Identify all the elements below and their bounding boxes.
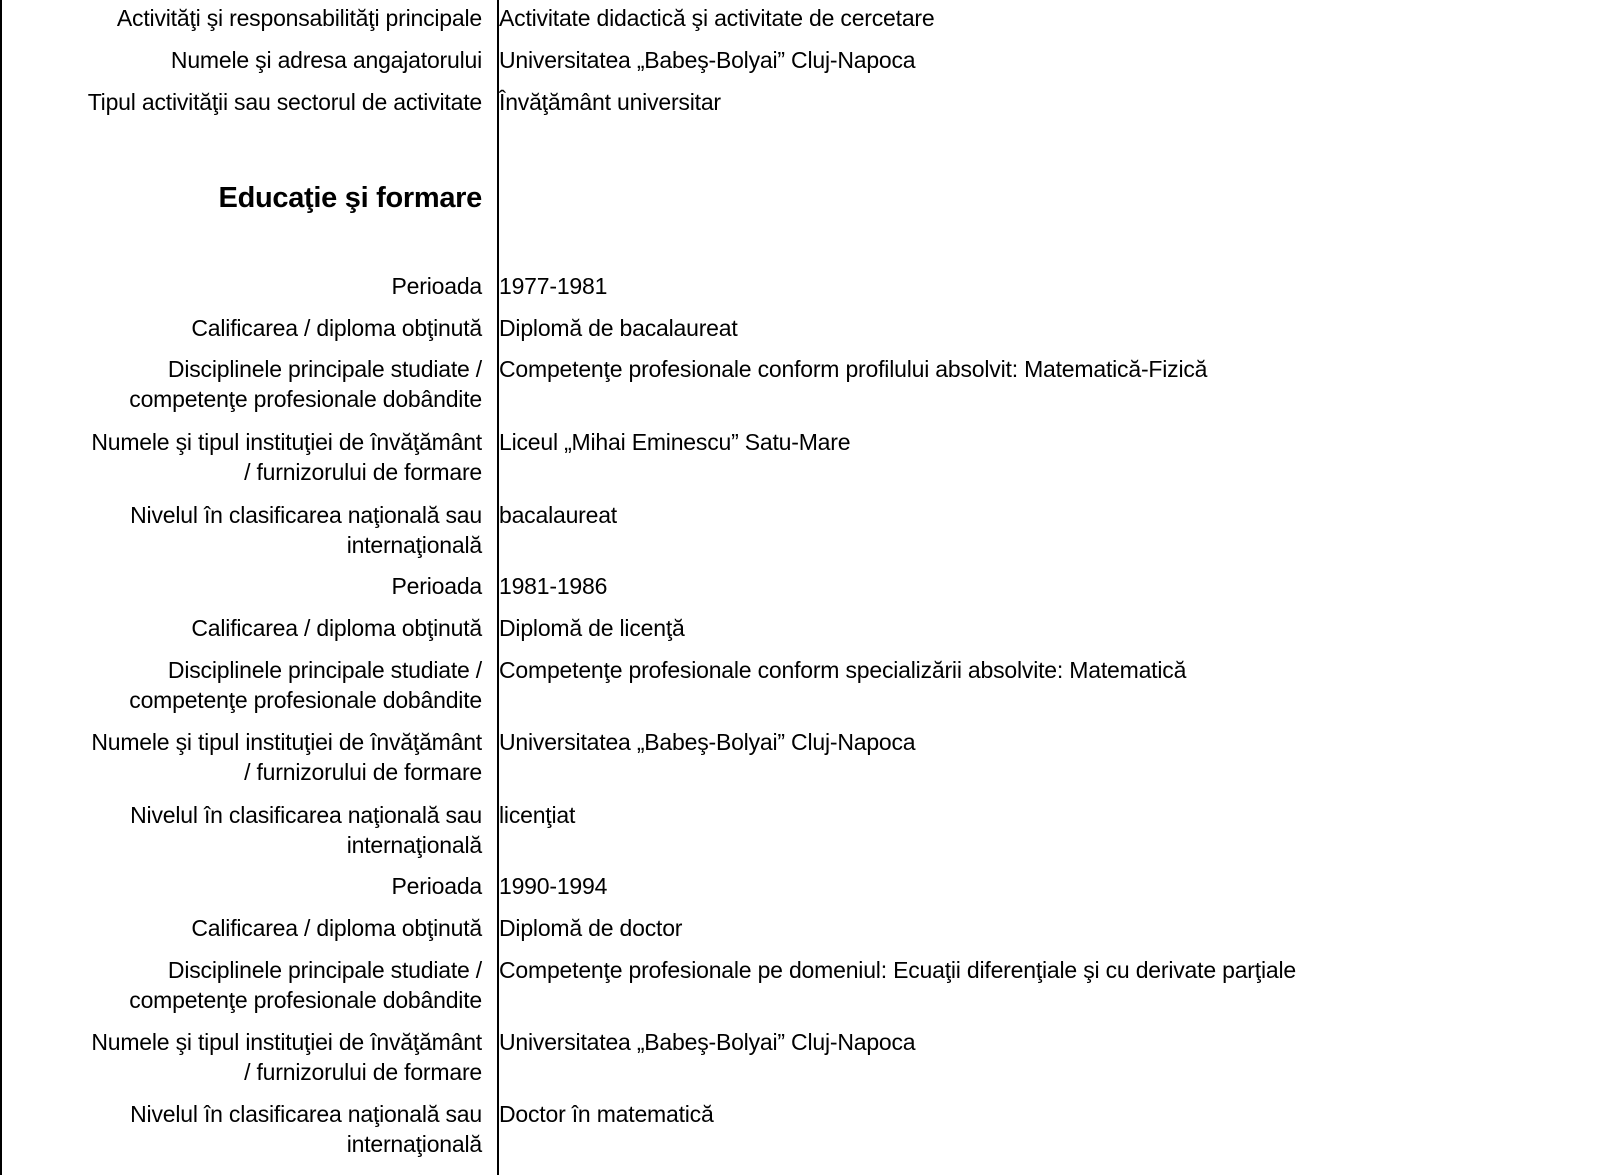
period-label: Perioada <box>391 873 482 899</box>
qualification-label: Calificarea / diploma obţinută <box>191 315 482 341</box>
level-label-line-1: Nivelul în clasificarea naţională sau <box>130 1101 482 1127</box>
level-label-line-1: Nivelul în clasificarea naţională sau <box>130 502 482 528</box>
period-label: Perioada <box>391 273 482 299</box>
sector-label: Tipul activităţii sau sectorul de activitate <box>87 89 482 115</box>
subjects-label-line-1: Disciplinele principale studiate / <box>167 657 482 683</box>
level-value: bacalaureat <box>499 502 617 528</box>
qualification-value: Diplomă de licenţă <box>499 615 685 641</box>
institution-label-line-2: / furnizorului de formare <box>244 1059 482 1085</box>
sector-value: Învăţământ universitar <box>499 89 721 115</box>
employer-value: Universitatea „Babeş-Bolyai” Cluj-Napoca <box>499 47 916 73</box>
period-value: 1977-1981 <box>499 273 608 299</box>
level-label <box>0 1099 482 1159</box>
level-value: Doctor în matematică <box>499 1101 714 1127</box>
level-label <box>0 500 482 560</box>
institution-label <box>0 1027 482 1087</box>
level-label <box>0 800 482 860</box>
institution-value: Universitatea „Babeş-Bolyai” Cluj-Napoca <box>499 1029 916 1055</box>
level-value: licenţiat <box>499 802 576 828</box>
institution-label-line-1: Numele şi tipul instituţiei de învăţământ <box>91 429 482 455</box>
section-heading: Educaţie şi formare <box>218 182 482 214</box>
subjects-label-line-2: competenţe profesionale dobândite <box>129 386 482 412</box>
subjects-label <box>0 955 482 1015</box>
institution-label-line-2: / furnizorului de formare <box>244 759 482 785</box>
subjects-value: Competenţe profesionale pe domeniul: Ecuaţii diferenţiale şi cu derivate parţiale <box>499 957 1296 983</box>
qualification-label: Calificarea / diploma obţinută <box>191 915 482 941</box>
subjects-value: Competenţe profesionale conform specializării absolvite: Matematică <box>499 657 1187 683</box>
subjects-label-line-2: competenţe profesionale dobândite <box>129 987 482 1013</box>
institution-value: Universitatea „Babeş-Bolyai” Cluj-Napoca <box>499 729 916 755</box>
level-label-line-2: internaţională <box>346 532 482 558</box>
subjects-label-line-1: Disciplinele principale studiate / <box>167 356 482 382</box>
qualification-value: Diplomă de bacalaureat <box>499 315 738 341</box>
institution-value: Liceul „Mihai Eminescu” Satu-Mare <box>499 429 851 455</box>
institution-label <box>0 727 482 787</box>
institution-label-line-2: / furnizorului de formare <box>244 459 482 485</box>
subjects-label <box>0 354 482 414</box>
qualification-label: Calificarea / diploma obţinută <box>191 615 482 641</box>
level-label-line-2: internaţională <box>346 832 482 858</box>
employer-label: Numele şi adresa angajatorului <box>170 47 482 73</box>
period-label: Perioada <box>391 573 482 599</box>
subjects-label <box>0 655 482 715</box>
qualification-value: Diplomă de doctor <box>499 915 683 941</box>
activities-label: Activităţi şi responsabilităţi principale <box>116 5 482 31</box>
institution-label-line-1: Numele şi tipul instituţiei de învăţământ <box>91 1029 482 1055</box>
subjects-value: Competenţe profesionale conform profilului absolvit: Matematică-Fizică <box>499 356 1208 382</box>
level-label-line-2: internaţională <box>346 1131 482 1157</box>
institution-label <box>0 427 482 487</box>
subjects-label-line-1: Disciplinele principale studiate / <box>167 957 482 983</box>
level-label-line-1: Nivelul în clasificarea naţională sau <box>130 802 482 828</box>
period-value: 1981-1986 <box>499 573 608 599</box>
period-value: 1990-1994 <box>499 873 608 899</box>
subjects-label-line-2: competenţe profesionale dobândite <box>129 687 482 713</box>
activities-value: Activitate didactică şi activitate de cercetare <box>499 5 935 31</box>
institution-label-line-1: Numele şi tipul instituţiei de învăţământ <box>91 729 482 755</box>
